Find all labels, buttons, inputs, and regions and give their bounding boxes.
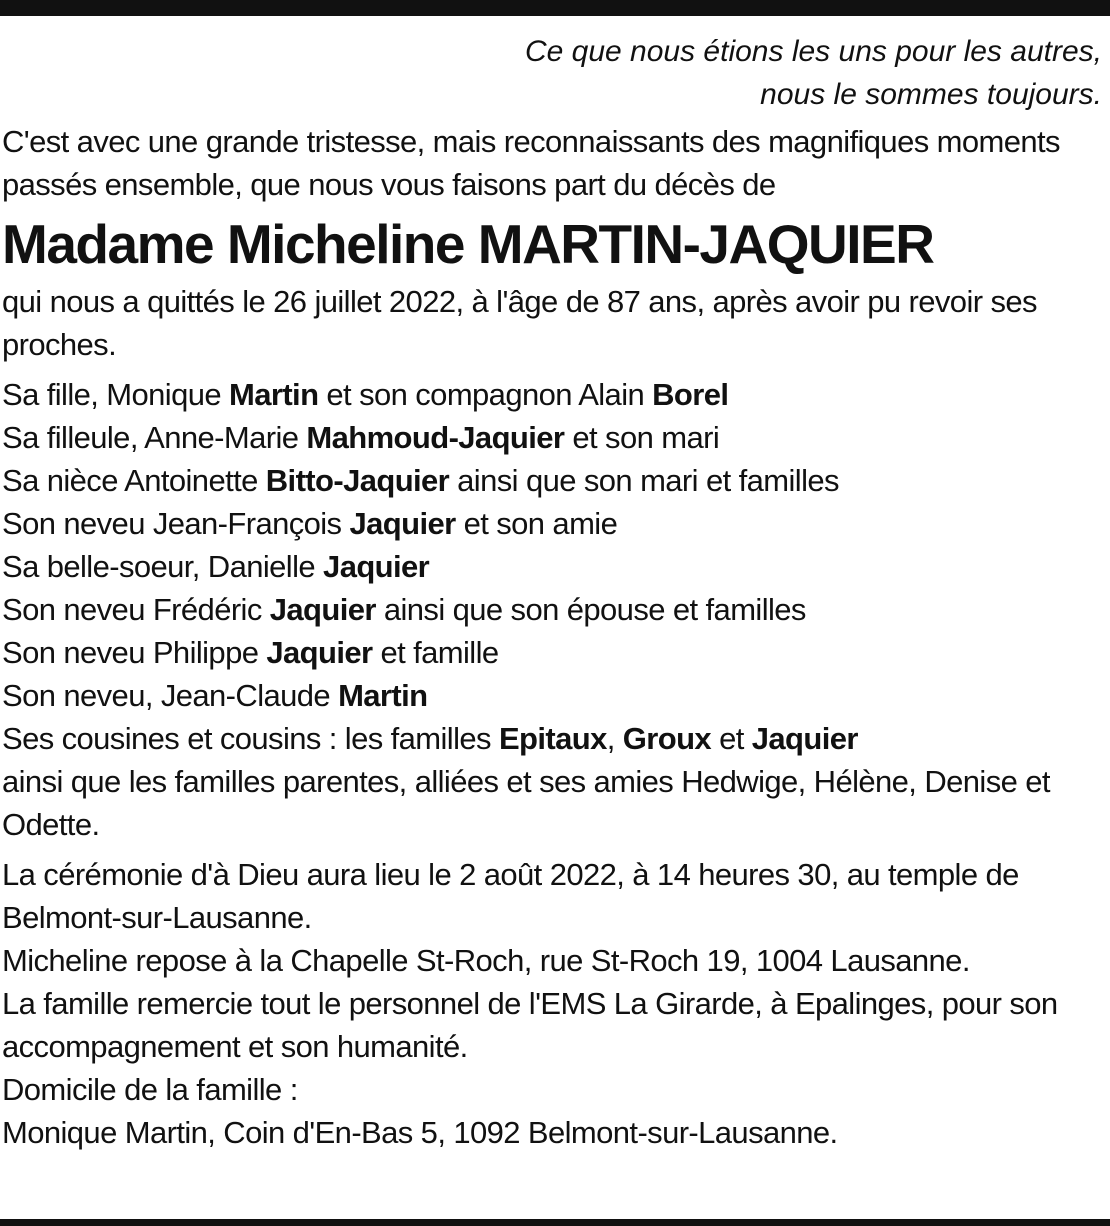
ceremony-paragraph: La cérémonie d'à Dieu aura lieu le 2 août 2022, à 14 heures 30, au temple de Belmont-sur-Lausanne.	[2, 857, 1019, 935]
family-member-line: Sa filleule, Anne-Marie Mahmoud-Jaquier et son mari	[2, 420, 720, 455]
family-member-line: Son neveu Jean-François Jaquier et son amie	[2, 506, 618, 541]
family-member-line: Sa belle-soeur, Danielle Jaquier	[2, 549, 430, 584]
thanks-paragraph: La famille remercie tout le personnel de l'EMS La Girarde, à Epalinges, pour son accompagnement et son humanité.	[2, 986, 1058, 1064]
epigraph-quote	[2, 30, 1106, 116]
family-member-line: Son neveu Frédéric Jaquier ainsi que son épouse et familles	[2, 592, 806, 627]
deceased-name: Madame Micheline MARTIN-JAQUIER	[2, 213, 934, 275]
intro-paragraph: C'est avec une grande tristesse, mais reconnaissants des magnifiques moments passés ensemble, que nous vous faisons part du décès de	[2, 124, 1060, 202]
obituary-notice	[2, 30, 1106, 1154]
family-list	[2, 373, 1106, 846]
allies-paragraph: ainsi que les familles parentes, alliées et ses amies Hedwige, Hélène, Denise et Odette.	[2, 764, 1050, 842]
closing-information	[2, 853, 1106, 1154]
bottom-border-rule	[0, 1219, 1110, 1226]
cousins-line: Ses cousines et cousins : les familles Epitaux, Groux et Jaquier	[2, 721, 858, 756]
family-member-line: Son neveu Philippe Jaquier et famille	[2, 635, 499, 670]
passing-paragraph: qui nous a quittés le 26 juillet 2022, à l'âge de 87 ans, après avoir pu revoir ses proches.	[2, 284, 1037, 362]
epigraph-line-1: Ce que nous étions les uns pour les autres,	[524, 35, 1102, 68]
domicile-label: Domicile de la famille :	[2, 1072, 298, 1107]
epigraph-line-2: nous le sommes toujours.	[760, 78, 1102, 111]
family-member-line: Son neveu, Jean-Claude Martin	[2, 678, 428, 713]
top-border-rule	[0, 0, 1110, 16]
family-member-line: Sa nièce Antoinette Bitto-Jaquier ainsi que son mari et familles	[2, 463, 839, 498]
family-member-line: Sa fille, Monique Martin et son compagnon Alain Borel	[2, 377, 729, 412]
domicile-address: Monique Martin, Coin d'En-Bas 5, 1092 Belmont-sur-Lausanne.	[2, 1115, 838, 1150]
repose-paragraph: Micheline repose à la Chapelle St-Roch, rue St-Roch 19, 1004 Lausanne.	[2, 943, 970, 978]
